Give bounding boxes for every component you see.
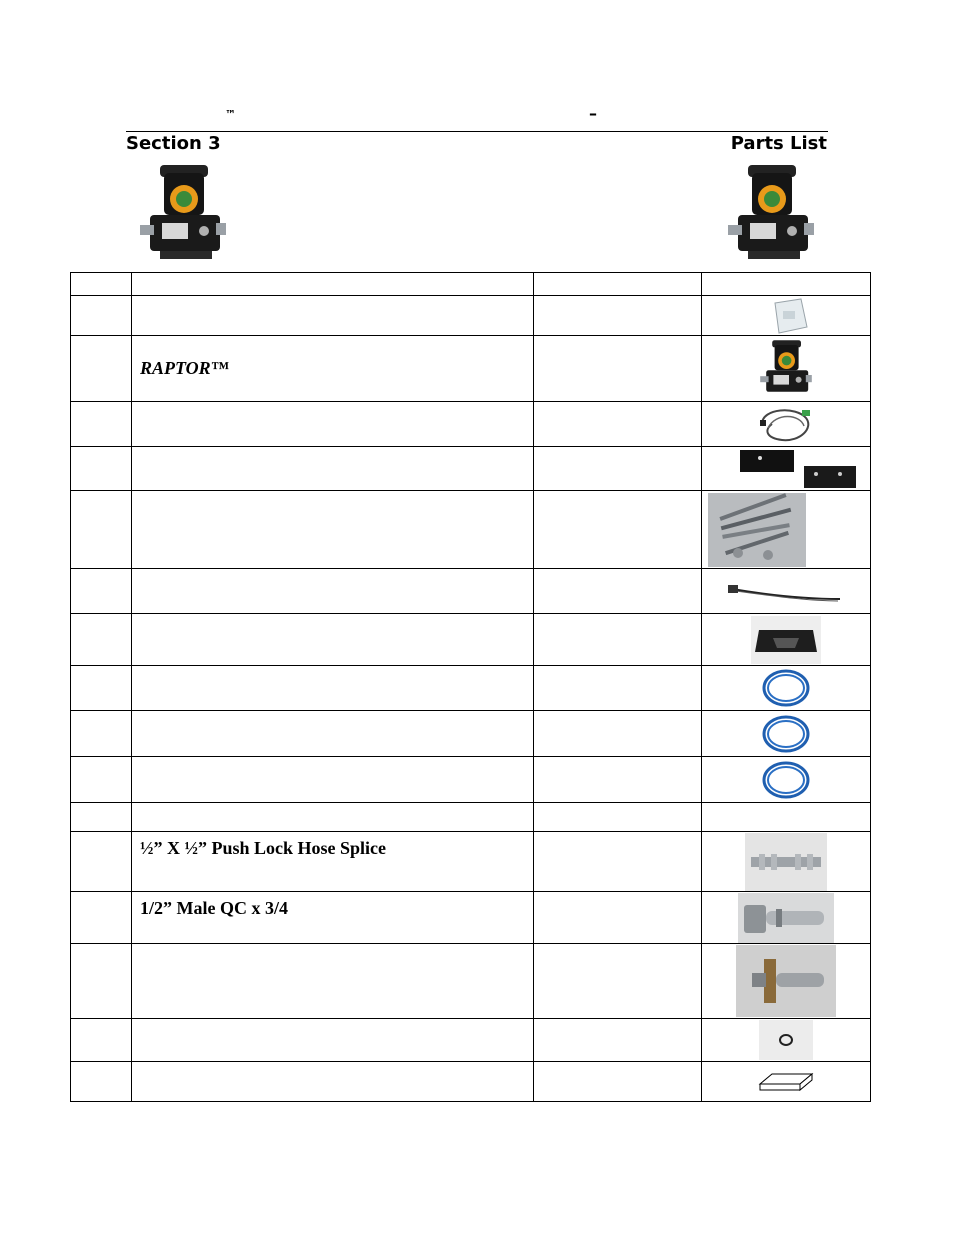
part-description	[132, 666, 534, 711]
header-rule	[126, 131, 828, 132]
part-image-cell	[702, 296, 871, 336]
parts-bag-icon	[761, 297, 811, 335]
table-cell	[71, 711, 132, 757]
part-description	[132, 296, 534, 336]
table-cell	[71, 402, 132, 447]
table-cell	[534, 757, 702, 803]
part-description	[132, 1019, 534, 1062]
part-description	[132, 944, 534, 1019]
table-row	[71, 757, 871, 803]
part-description: 1/2” Male QC x 3/4	[132, 892, 534, 944]
table-cell	[71, 803, 132, 832]
table-cell	[71, 491, 132, 569]
table-row	[71, 803, 871, 832]
table-cell	[534, 491, 702, 569]
part-description	[132, 614, 534, 666]
table-row	[71, 402, 871, 447]
table-row	[71, 491, 871, 569]
table-row	[71, 1019, 871, 1062]
table-cell	[132, 273, 534, 296]
part-image-cell	[702, 402, 871, 447]
wiring-harness-icon	[756, 404, 816, 444]
table-row	[71, 447, 871, 491]
part-image-cell	[702, 614, 871, 666]
table-cell	[71, 832, 132, 892]
table-row	[71, 944, 871, 1019]
table-cell	[702, 803, 871, 832]
part-image-cell	[702, 1062, 871, 1102]
table-row	[71, 711, 871, 757]
part-image-cell	[702, 336, 871, 402]
part-description	[132, 569, 534, 614]
hose-splice-icon	[745, 833, 827, 891]
part-description: RAPTOR™	[132, 336, 534, 402]
trademark-symbol: ™	[225, 108, 236, 121]
part-image-cell	[702, 569, 871, 614]
table-cell	[534, 944, 702, 1019]
fuel-pump-image-left	[138, 163, 228, 263]
table-cell	[534, 711, 702, 757]
part-description	[132, 1062, 534, 1102]
part-description	[132, 402, 534, 447]
part-description	[132, 447, 534, 491]
table-cell	[71, 944, 132, 1019]
table-cell	[71, 757, 132, 803]
header-dash: –	[589, 104, 597, 123]
part-description	[132, 757, 534, 803]
part-description: ½” X ½” Push Lock Hose Splice	[132, 832, 534, 892]
part-image-cell	[702, 447, 871, 491]
table-cell	[71, 296, 132, 336]
section-label: Section 3	[126, 133, 221, 154]
table-cell	[71, 336, 132, 402]
blue-hose-coil-icon	[758, 713, 814, 755]
table-cell	[71, 1062, 132, 1102]
table-row	[71, 569, 871, 614]
hardware-kit-icon	[708, 493, 806, 567]
table-row	[71, 614, 871, 666]
foam-pad-icon	[756, 1070, 816, 1094]
table-cell	[534, 402, 702, 447]
relay-wire-icon	[726, 579, 846, 603]
fuel-pump-icon	[138, 163, 228, 263]
table-cell	[71, 666, 132, 711]
table-cell	[534, 892, 702, 944]
table-cell	[71, 614, 132, 666]
parts-table	[70, 272, 871, 1102]
table-row	[71, 336, 871, 402]
part-image-cell	[702, 757, 871, 803]
table-cell	[534, 296, 702, 336]
flange-fitting-icon	[736, 945, 836, 1017]
table-cell	[71, 1019, 132, 1062]
fuel-pump-image-right	[726, 163, 816, 263]
table-row	[71, 832, 871, 892]
fuel-pump-icon	[726, 163, 816, 263]
mounting-bracket-icon	[716, 448, 856, 490]
fuel-pump-icon	[759, 338, 813, 400]
part-image-cell	[702, 1019, 871, 1062]
part-image-cell	[702, 832, 871, 892]
part-image-cell	[702, 666, 871, 711]
part-description	[132, 491, 534, 569]
table-cell	[71, 447, 132, 491]
table-cell	[534, 666, 702, 711]
table-cell	[534, 336, 702, 402]
table-cell	[702, 273, 871, 296]
table-cell	[534, 832, 702, 892]
table-cell	[534, 803, 702, 832]
table-cell	[71, 892, 132, 944]
part-image-cell	[702, 892, 871, 944]
part-description	[132, 711, 534, 757]
table-row	[71, 666, 871, 711]
part-image-cell	[702, 944, 871, 1019]
male-qc-fitting-icon	[738, 893, 834, 943]
table-header-row	[71, 273, 871, 296]
o-ring-icon	[759, 1020, 813, 1060]
part-image-cell	[702, 711, 871, 757]
section-title: Parts List	[730, 133, 827, 154]
part-image-cell	[702, 491, 871, 569]
blue-hose-coil-icon	[758, 667, 814, 709]
table-row	[71, 296, 871, 336]
table-cell	[534, 1062, 702, 1102]
table-cell	[71, 569, 132, 614]
rubber-isolator-icon	[751, 616, 821, 664]
table-cell	[534, 447, 702, 491]
table-row	[71, 1062, 871, 1102]
table-cell	[534, 614, 702, 666]
blue-hose-coil-icon	[758, 759, 814, 801]
table-cell	[534, 273, 702, 296]
table-cell	[534, 1019, 702, 1062]
table-row	[71, 892, 871, 944]
table-cell	[71, 273, 132, 296]
part-description	[132, 803, 534, 832]
table-cell	[534, 569, 702, 614]
